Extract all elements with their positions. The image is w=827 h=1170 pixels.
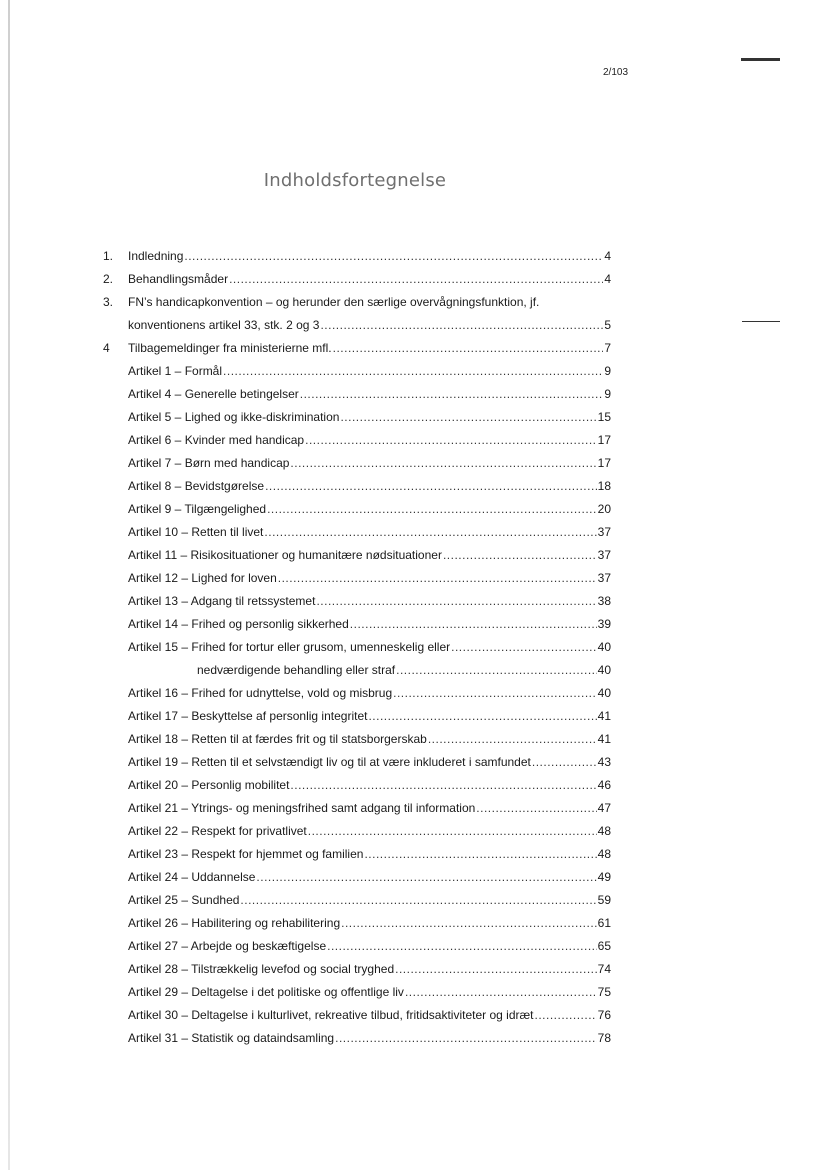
toc-entry-page: 59 (597, 893, 611, 907)
toc-entry (128, 731, 611, 747)
toc-entry (128, 501, 611, 517)
toc-entry-text: Artikel 13 – Adgang til retssystemet (128, 594, 316, 608)
toc-entry-page: 15 (597, 410, 611, 424)
toc-entry (128, 777, 611, 793)
toc-entry-page: 61 (597, 916, 611, 930)
toc-entry-text: Artikel 10 – Retten til livet (128, 525, 264, 539)
toc-entry (128, 432, 611, 448)
toc-entry (128, 639, 611, 655)
toc-entry-page: 43 (597, 755, 611, 769)
toc-entry (128, 915, 611, 931)
toc-entry-page: 4 (604, 249, 611, 263)
toc-leader-dots (443, 547, 597, 563)
toc-leader-dots (305, 432, 597, 448)
toc-entry (128, 593, 611, 609)
toc-entry-text: Artikel 11 – Risikosituationer og humanitære nødsituationer (128, 548, 442, 562)
toc-leader-dots (278, 570, 597, 586)
toc-entry-page: 41 (597, 732, 611, 746)
toc-entry (128, 455, 611, 471)
toc-entry-text: Artikel 9 – Tilgængelighed (128, 502, 267, 516)
toc-entry-page: 18 (597, 479, 611, 493)
toc-entry (128, 685, 611, 701)
page-title: Indholdsfortegnelse (263, 170, 447, 191)
toc-entry-page: 74 (597, 962, 611, 976)
toc-leader-dots (393, 685, 597, 701)
toc-entry-text: Artikel 7 – Børn med handicap (128, 456, 290, 470)
toc-leader-dots (368, 708, 596, 724)
toc-entry-text: Tilbagemeldinger fra ministerierne mfl. (128, 341, 332, 355)
toc-entry-text: Artikel 8 – Bevidstgørelse (128, 479, 265, 493)
toc-leader-dots (300, 386, 604, 402)
toc-entry-page: 48 (597, 824, 611, 838)
toc-entry-page: 40 (597, 663, 611, 677)
toc-entry-page: 17 (597, 456, 611, 470)
toc-entry-page: 41 (597, 709, 611, 723)
toc-entry (128, 317, 611, 333)
toc-entry-text: Artikel 14 – Frihed og personlig sikkerhed (128, 617, 349, 631)
toc-entry (128, 938, 611, 954)
toc-entry-page: 76 (597, 1008, 611, 1022)
toc-entry-text: Artikel 1 – Formål (128, 364, 223, 378)
toc-entry-text: Artikel 18 – Retten til at færdes frit og til statsborgerskab (128, 732, 427, 746)
toc-leader-dots (476, 800, 596, 816)
margin-mark-top (741, 58, 780, 61)
toc-leader-dots (264, 524, 596, 540)
toc-leader-dots (535, 1007, 597, 1023)
toc-leader-dots (308, 823, 597, 839)
toc-leader-dots (364, 846, 596, 862)
toc-leader-dots (316, 593, 596, 609)
toc-entry (128, 869, 611, 885)
toc-leader-dots (341, 915, 597, 931)
toc-entry (128, 616, 611, 632)
page-number: 2/103 (603, 67, 629, 78)
toc-entry-text: Behandlingsmåder (128, 272, 229, 286)
toc-entry-number: 2. (103, 272, 114, 286)
toc-leader-dots (350, 616, 597, 632)
toc-leader-dots (335, 1030, 597, 1046)
toc-leader-dots (428, 731, 597, 747)
toc-entry-text: Artikel 28 – Tilstrækkelig levefod og social tryghed (128, 962, 395, 976)
toc-entry (128, 708, 611, 724)
toc-entry-text: Artikel 21 – Ytrings- og meningsfrihed samt adgang til information (128, 801, 476, 815)
toc-leader-dots (395, 961, 597, 977)
toc-entry-text: Artikel 12 – Lighed for loven (128, 571, 277, 585)
toc-entry-page: 78 (597, 1031, 611, 1045)
toc-leader-dots (290, 455, 596, 471)
toc-leader-dots (340, 409, 596, 425)
toc-entry (103, 294, 611, 310)
toc-leader-dots (240, 892, 596, 908)
toc-entry-text: Artikel 27 – Arbejde og beskæftigelse (128, 939, 327, 953)
toc-entry-page: 37 (597, 525, 611, 539)
toc-entry-page: 49 (597, 870, 611, 884)
toc-entry-text: Artikel 19 – Retten til et selvstændigt liv og til at være inkluderet i samfundet (128, 755, 531, 769)
toc-entry-text: Artikel 30 – Deltagelse i kulturlivet, rekreative tilbud, fritidsaktiviteter og idræt (128, 1008, 534, 1022)
toc-entry-number: 4 (103, 341, 110, 355)
margin-mark-middle (742, 321, 780, 322)
toc-entry (128, 570, 611, 586)
toc-entry (103, 340, 611, 356)
toc-entry (128, 386, 611, 402)
toc-entry (128, 1030, 611, 1046)
toc-entry (128, 409, 611, 425)
toc-entry (128, 363, 611, 379)
toc-leader-dots (184, 248, 603, 264)
toc-entry (128, 846, 611, 862)
toc-entry-page: 7 (604, 341, 611, 355)
toc-entry-page: 9 (604, 364, 611, 378)
toc-leader-dots (229, 271, 603, 287)
toc-entry-text: Artikel 26 – Habilitering og rehabilitering (128, 916, 341, 930)
toc-leader-dots (333, 340, 604, 356)
toc-leader-dots (532, 754, 597, 770)
toc-entry-page: 65 (597, 939, 611, 953)
toc-leader-dots (223, 363, 603, 379)
toc-entry-text: Artikel 29 – Deltagelse i det politiske og offentlige liv (128, 985, 404, 999)
toc-leader-dots (320, 317, 603, 333)
toc-entry (128, 524, 611, 540)
toc-entry-page: 46 (597, 778, 611, 792)
toc-entry (128, 984, 611, 1000)
toc-entry-text: FN’s handicapkonvention – og herunder den særlige overvågningsfunktion, jf. (128, 295, 540, 309)
toc-entry-page: 40 (597, 640, 611, 654)
toc-entry-page: 5 (604, 318, 611, 332)
toc-entry (128, 478, 611, 494)
toc-entry-text: Artikel 15 – Frihed for tortur eller grusom, umenneskelig eller (128, 640, 451, 654)
toc-entry-page: 39 (597, 617, 611, 631)
toc-entry (103, 271, 611, 287)
toc-entry (103, 248, 611, 264)
toc-entry-text: Artikel 22 – Respekt for privatlivet (128, 824, 307, 838)
toc-entry-page: 20 (597, 502, 611, 516)
toc-entry-page: 37 (597, 571, 611, 585)
toc-entry-text: nedværdigende behandling eller straf (197, 663, 396, 677)
toc-entry-text: konventionens artikel 33, stk. 2 og 3 (128, 318, 320, 332)
toc-entry-page: 40 (597, 686, 611, 700)
toc-entry (128, 754, 611, 770)
toc-entry-text: Artikel 5 – Lighed og ikke-diskrimination (128, 410, 340, 424)
toc-entry-text: Indledning (128, 249, 184, 263)
toc-entry-text: Artikel 16 – Frihed for udnyttelse, vold og misbrug (128, 686, 393, 700)
toc-entry-text: Artikel 31 – Statistik og dataindsamling (128, 1031, 335, 1045)
toc-entry-page: 47 (597, 801, 611, 815)
toc-leader-dots (396, 662, 597, 678)
toc-entry-text: Artikel 4 – Generelle betingelser (128, 387, 299, 401)
toc-leader-dots (265, 478, 597, 494)
toc-entry-page: 48 (597, 847, 611, 861)
toc-entry-page: 37 (597, 548, 611, 562)
toc-leader-dots (256, 869, 596, 885)
toc-entry-page: 17 (597, 433, 611, 447)
toc-entry-text: Artikel 23 – Respekt for hjemmet og familien (128, 847, 364, 861)
toc-entry (128, 823, 611, 839)
toc-entry (128, 961, 611, 977)
toc-entry-text: Artikel 17 – Beskyttelse af personlig integritet (128, 709, 368, 723)
toc-entry-page: 38 (597, 594, 611, 608)
toc-leader-dots (267, 501, 597, 517)
toc-entry-text: Artikel 20 – Personlig mobilitet (128, 778, 290, 792)
toc-leader-dots (451, 639, 597, 655)
toc-entry-number: 3. (103, 295, 114, 309)
toc-entry-page: 75 (597, 985, 611, 999)
toc-entry (128, 892, 611, 908)
toc-leader-dots (290, 777, 596, 793)
toc-entry-text: Artikel 25 – Sundhed (128, 893, 240, 907)
toc-entry (128, 547, 611, 563)
toc-entry-text: Artikel 6 – Kvinder med handicap (128, 433, 305, 447)
toc-entry-page: 9 (604, 387, 611, 401)
toc-entry (128, 800, 611, 816)
toc-entry-text: Artikel 24 – Uddannelse (128, 870, 256, 884)
toc-entry (197, 662, 611, 678)
toc-leader-dots (405, 984, 597, 1000)
toc-entry-number: 1. (103, 249, 114, 263)
toc-entry-page: 4 (604, 272, 611, 286)
toc-entry (128, 1007, 611, 1023)
toc-leader-dots (327, 938, 597, 954)
